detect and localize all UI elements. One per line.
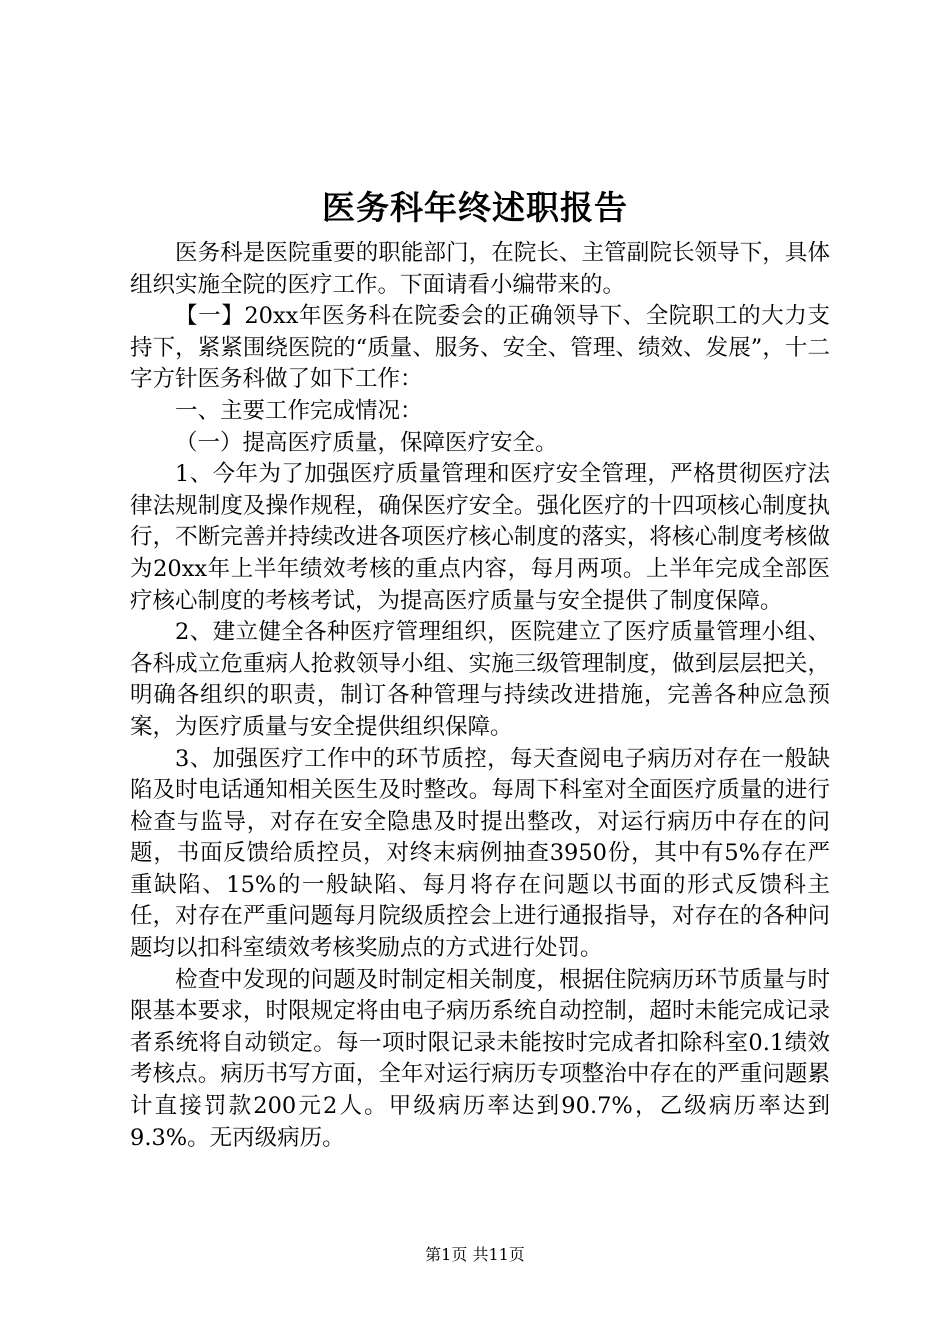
heading-main-work: 一、主要工作完成情况： bbox=[175, 397, 423, 424]
document-body bbox=[130, 238, 830, 1154]
item-2-paragraph: 2、建立健全各种医疗管理组织，医院建立了医疗质量管理小组、各科成立危重病人抢救领导小组、实施三级管理制度，做到层层把关，明确各组织的职责，制订各种管理与持续改进措施，完善各种应急预案，为医疗质量与安全提供组织保障。 bbox=[130, 619, 830, 740]
page-number-footer: 第1页 共11页 bbox=[425, 1245, 525, 1264]
section-one-paragraph: 【一】20xx年医务科在院委会的正确领导下、全院职工的大力支持下，紧紧围绕医院的“质量、服务、安全、管理、绩效、发展”，十二字方针医务科做了如下工作： bbox=[130, 303, 830, 393]
intro-paragraph: 医务科是医院重要的职能部门，在院长、主管副院长领导下，具体组织实施全院的医疗工作。下面请看小编带来的。 bbox=[130, 240, 830, 298]
item-1-paragraph: 1、今年为了加强医疗质量管理和医疗安全管理，严格贯彻医疗法律法规制度及操作规程，确保医疗安全。强化医疗的十四项核心制度执行，不断完善并持续改进各项医疗核心制度的落实，将核心制度考核做为20xx年上半年绩效考核的重点内容，每月两项。上半年完成全部医疗核心制度的考核考试，为提高医疗质量与安全提供了制度保障。 bbox=[130, 461, 830, 614]
item-3-paragraph: 3、加强医疗工作中的环节质控，每天查阅电子病历对存在一般缺陷及时电话通知相关医生及时整改。每周下科室对全面医疗质量的进行检查与监导，对存在安全隐患及时提出整改，对运行病历中存在的问题，书面反馈给质控员，对终末病例抽查3950份，其中有5%存在严重缺陷、15%的一般缺陷、每月将存在问题以书面的形式反馈科主任，对存在严重问题每月院级质控会上进行通报指导，对存在的各种问题均以扣科室绩效考核奖励点的方式进行处罚。 bbox=[130, 745, 830, 962]
subheading-quality: （一）提高医疗质量，保障医疗安全。 bbox=[175, 429, 558, 456]
document-title: 医务科年终述职报告 bbox=[322, 188, 628, 227]
inspection-paragraph: 检查中发现的问题及时制定相关制度，根据住院病历环节质量与时限基本要求，时限规定将由电子病历系统自动控制，超时未能完成记录者系统将自动锁定。每一项时限记录未能按时完成者扣除科室0.1绩效考核点。病历书写方面，全年对运行病历专项整治中存在的严重问题累计直接罚款200元2人。甲级病历率达到90.7%，乙级病历率达到9.3%。无丙级病历。 bbox=[130, 966, 830, 1151]
